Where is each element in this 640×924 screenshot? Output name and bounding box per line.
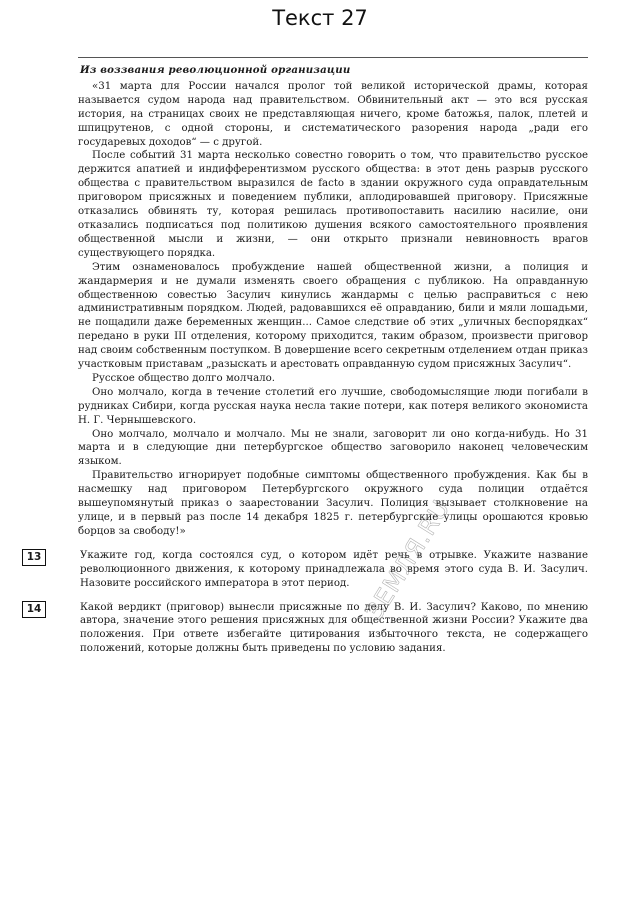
task-number-13: 13	[22, 549, 46, 566]
task-14	[26, 601, 588, 657]
source-caption: Из воззвания революционной организации	[80, 64, 351, 76]
paragraph-4: Русское общество долго молчало.	[92, 372, 276, 384]
top-divider	[78, 57, 588, 58]
paragraph-7: Правительство игнорирует подобные симптомы общественного пробуждения. Как бы в насмешку над приговором Петербургского окружного суда полиции отдаётся вышеупомянутый приказ о заарестовании Засулич. Полиция вызывает столкновение на улице, и в первый раз после 14 декабря 1825 г. петербургские улицы орошаются кровью борцов за свободу!»	[78, 470, 588, 537]
task-13	[26, 549, 588, 591]
scanned-text-block	[26, 64, 588, 656]
paragraph-5: Оно молчало, когда в течение столетий его лучшие, свободомыслящие люди погибали в рудниках Сибири, когда русская наука несла такие потери, как потеря великого экономиста Н. Г. Чернышевского.	[78, 386, 588, 426]
task-number-14: 14	[22, 601, 46, 618]
paragraph-1: «31 марта для России начался пролог той великой исторической драмы, которая называется судом народа над правительством. Обвинительный акт — это вся русская история, на страницах своих не представляющая ничего, кроме батожья, палок, плетей и шпицрутенов, с одной стороны, и систематического разорения народа „ради его государевых доходов“ — с другой.	[78, 80, 588, 148]
task-question-14: Какой вердикт (приговор) вынесли присяжные по делу В. И. Засулич? Каково, по мнению автора, значение этого решения присяжных для общественной жизни России? Укажите два положения. При ответе избегайте цитирования избыточного текста, не содержащего положений, которые должны быть приведены по условию задания.	[80, 601, 588, 655]
page-title: Текст 27	[272, 6, 368, 30]
paragraph-3: Этим ознаменовалось пробуждение нашей общественной жизни, а полиция и жандармерия и не думали изменять своего обращения с публикою. На оправданную общественною совестью Засулич кинулись жандармы с целью расправиться с нею административным порядком. Людей, радовавшихся её оправданию, били и мяли лошадьми, не пощадили даже беременных женщин... Самое следствие об этих „уличных беспорядках“ передано в руки III отделения, которому приходится, таким образом, произвести приговор над своим собственным поступком. В довершение всего секретным отделением отдан приказ участковым приставам „разыскать и арестовать оправданную судом присяжных Засулич“.	[78, 261, 588, 371]
paragraph-2: После событий 31 марта несколько совестно говорить о том, что правительство русское держится апатией и индифферентизмом русского общества: в этот день разрыв русского общества с правительством выразился de facto в здании окружного суда оправдательным приговором присяжных и поведением публики, аплодировавшей приговору. Присяжные отказались обвинять ту, которая решилась противопоставить насилию насилие, они отказались подписаться под политикою душения всякого самостоятельного проявления общественной мысли и жизни, — они открыто признали невиновность врагов существующего порядка.	[78, 150, 588, 259]
watermark-stamp: ЗЕМЛЯ.RU	[360, 494, 456, 625]
paragraph-6: Оно молчало, молчало и молчало. Мы не знали, заговорит ли оно когда-нибудь. Но 31 марта и в следующие дни петербургское общество заговорило наконец человеческим языком.	[78, 428, 588, 468]
task-question-13: Укажите год, когда состоялся суд, о котором идёт речь в отрывке. Укажите название революционного движения, к которому принадлежала во время этого суда В. И. Засулич. Назовите российского императора в этот период.	[80, 549, 588, 589]
